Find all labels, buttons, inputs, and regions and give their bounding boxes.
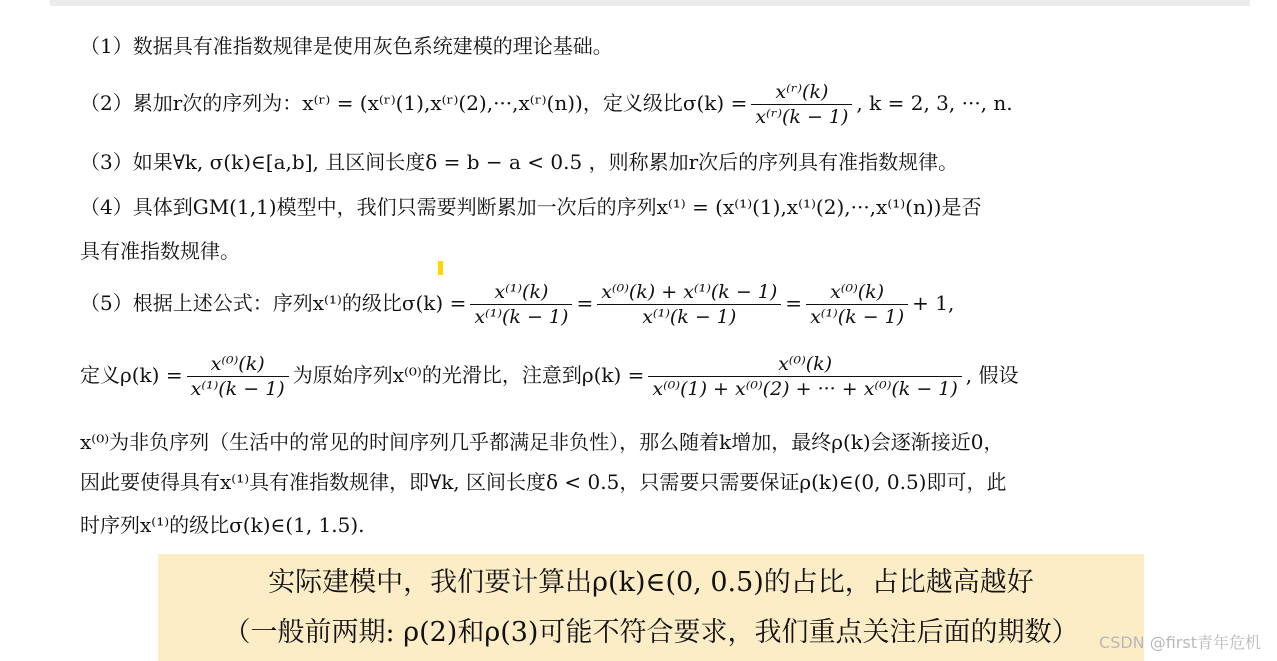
yellow-cursor-mark (438, 261, 443, 275)
item-5 (80, 280, 954, 329)
csdn-watermark: CSDN @first青年危机 (1099, 633, 1261, 652)
fraction-numerator: x⁽ʳ⁾(k) (775, 81, 829, 103)
paragraph-line-2: 因此要使得具有x⁽¹⁾具有准指数规律，即∀k, 区间长度δ < 0.5，只需要只需要保证ρ(k)∈(0, 0.5)即可，此 (80, 470, 1007, 494)
item-2-text: （2）累加r次的序列为：x⁽ʳ⁾ = (x⁽ʳ⁾(1),x⁽ʳ⁾(2),···,x⁽ʳ⁾(n))，定义级比σ(k) = (80, 91, 748, 115)
highlight-line-2: （一般前两期: ρ(2)和ρ(3)可能不符合要求，我们重点关注后面的期数） (223, 617, 1079, 648)
fraction-denominator: x⁽¹⁾(k − 1) (470, 304, 572, 329)
equals-sign: = (785, 291, 803, 315)
item-5-fraction-1 (470, 280, 572, 329)
item-4-line-2: 具有准指数规律。 (80, 239, 240, 263)
highlight-line-1: 实际建模中，我们要计算出ρ(k)∈(0, 0.5)的占比，占比越高越好 (268, 567, 1034, 598)
definition-middle: 为原始序列x⁽⁰⁾的光滑比，注意到ρ(k) = (292, 363, 645, 387)
definition-text: 定义ρ(k) = (80, 363, 183, 387)
fraction-denominator: x⁽ʳ⁾(k − 1) (751, 104, 852, 129)
item-4-line-1: （4）具体到GM(1,1)模型中，我们只需要判断累加一次后的序列x⁽¹⁾ = (x⁽¹⁾(1),x⁽¹⁾(2),···,x⁽¹⁾(n))是否 (80, 195, 982, 219)
item-5-tail: + 1, (912, 291, 955, 315)
equals-sign: = (576, 291, 594, 315)
fraction-numerator: x⁽⁰⁾(k) (210, 353, 265, 375)
definition-tail: , 假设 (965, 363, 1019, 387)
item-2 (80, 80, 1013, 129)
item-3: （3）如果∀k, σ(k)∈[a,b], 且区间长度δ = b − a < 0.5 ，则称累加r次后的序列具有准指数规律。 (80, 150, 959, 174)
item-2-tail: , k = 2, 3, ···, n. (856, 91, 1013, 115)
item-5-fraction-2 (597, 280, 781, 329)
definition-fraction-2 (648, 352, 961, 401)
item-1: （1）数据具有准指数规律是使用灰色系统建模的理论基础。 (80, 34, 613, 58)
fraction-numerator: x⁽¹⁾(k) (494, 281, 549, 303)
definition-line (80, 352, 1019, 401)
highlight-box (158, 554, 1144, 661)
paragraph-line-3: 时序列x⁽¹⁾的级比σ(k)∈(1, 1.5). (80, 513, 365, 537)
top-divider (50, 0, 1250, 6)
fraction-denominator: x⁽¹⁾(k − 1) (187, 376, 289, 401)
fraction-denominator: x⁽⁰⁾(1) + x⁽⁰⁾(2) + ··· + x⁽⁰⁾(k − 1) (648, 376, 961, 401)
definition-fraction-1 (187, 352, 289, 401)
item-5-fraction-3 (806, 280, 908, 329)
item-2-fraction (751, 80, 852, 129)
fraction-numerator: x⁽⁰⁾(k) (778, 353, 833, 375)
fraction-numerator: x⁽⁰⁾(k) (830, 281, 885, 303)
fraction-numerator: x⁽⁰⁾(k) + x⁽¹⁾(k − 1) (601, 281, 778, 303)
fraction-denominator: x⁽¹⁾(k − 1) (806, 304, 908, 329)
fraction-denominator: x⁽¹⁾(k − 1) (597, 304, 781, 329)
item-5-text: （5）根据上述公式：序列x⁽¹⁾的级比σ(k) = (80, 291, 467, 315)
paragraph-line-1: x⁽⁰⁾为非负序列（生活中的常见的时间序列几乎都满足非负性），那么随着k增加，最终ρ(k)会逐渐接近0， (80, 430, 1004, 454)
